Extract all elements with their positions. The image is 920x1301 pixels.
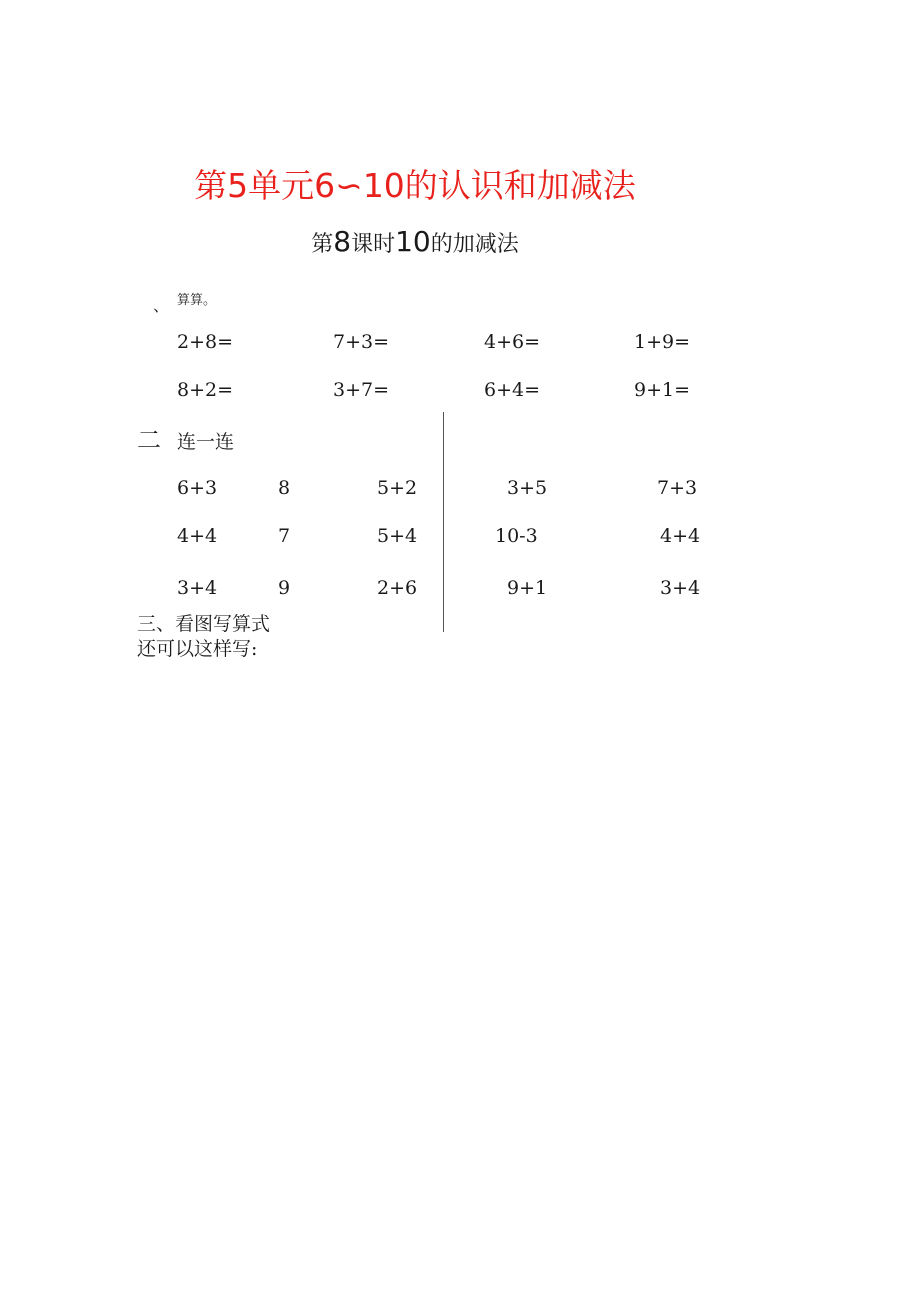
match-expression: 9+1: [507, 577, 548, 599]
match-expression: 6+3: [177, 477, 218, 499]
match-expression: 3+4: [177, 577, 218, 599]
unit-title: 第5单元6∽10的认识和加减法: [194, 166, 636, 205]
section3-title: 三、看图写算式: [137, 613, 271, 635]
equation: 3+7=: [333, 379, 390, 401]
equation: 6+4=: [484, 379, 541, 401]
lesson-title-prefix: 第: [311, 232, 334, 257]
match-expression: 7+3: [657, 477, 698, 499]
section2-mark: 二: [137, 426, 161, 454]
match-number: 9: [278, 577, 291, 599]
equation: 8+2=: [177, 379, 234, 401]
section1-mark: 、: [153, 296, 170, 315]
section1-title: 算算。: [177, 293, 217, 308]
match-number: 7: [278, 525, 291, 547]
match-expression: 2+6: [377, 577, 418, 599]
lesson-title-suffix: 的加减法: [430, 232, 519, 257]
match-expression: 5+2: [377, 477, 418, 499]
divider-line: [443, 412, 444, 632]
equation: 7+3=: [333, 331, 390, 353]
equation: 1+9=: [634, 331, 691, 353]
match-expression: 3+5: [507, 477, 548, 499]
match-expression: 5+4: [377, 525, 418, 547]
match-expression: 3+4: [660, 577, 701, 599]
match-expression: 4+4: [177, 525, 218, 547]
equation: 4+6=: [484, 331, 541, 353]
lesson-title: [0, 225, 830, 258]
section3-note: 还可以这样写:: [137, 638, 258, 660]
lesson-number-ten: 10: [395, 225, 431, 258]
lesson-title-middle: 课时: [351, 232, 396, 257]
match-expression: 10-3: [495, 525, 538, 547]
lesson-number: 8: [333, 225, 352, 258]
equation: 2+8=: [177, 331, 234, 353]
match-number: 8: [278, 477, 291, 499]
section2-title: 连一连: [177, 431, 235, 453]
match-expression: 4+4: [660, 525, 701, 547]
equation: 9+1=: [634, 379, 691, 401]
